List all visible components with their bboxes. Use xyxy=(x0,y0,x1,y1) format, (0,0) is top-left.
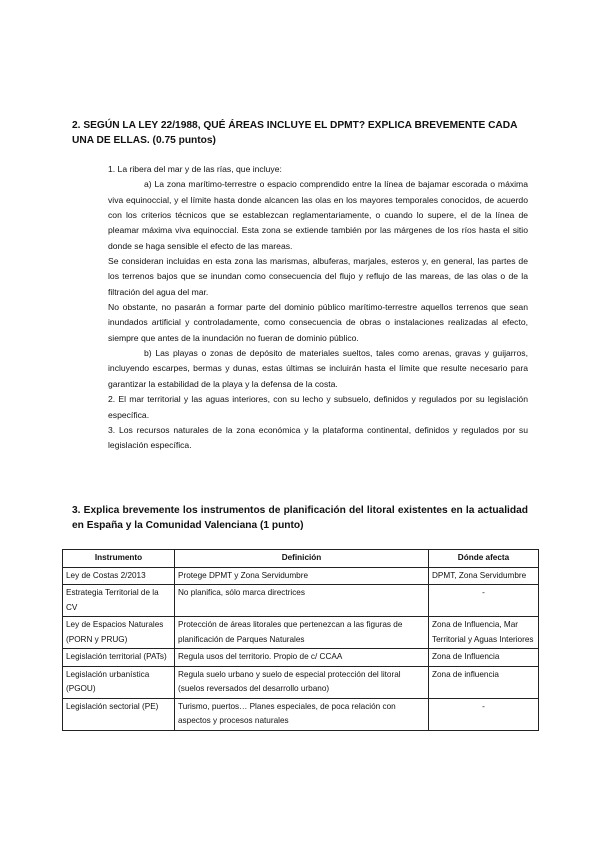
table-cell: Zona de Influencia xyxy=(429,649,539,667)
table-cell: Protección de áreas litorales que pertenezcan a las figuras de planificación de Parques Naturales xyxy=(175,617,429,649)
table-cell: Ley de Costas 2/2013 xyxy=(63,567,175,585)
answer-paragraph: Se consideran incluidas en esta zona las marismas, albuferas, marjales, esteros y, en general, las partes de los terrenos bajos que se inundan como consecuencia del flujo y reflujo de las mareas, de las olas o de la filtración del agua del mar. xyxy=(108,256,528,297)
table-cell: Protege DPMT y Zona Servidumbre xyxy=(175,567,429,585)
table-cell: Estrategia Territorial de la CV xyxy=(63,585,175,617)
table-cell: Legislación sectorial (PE) xyxy=(63,698,175,730)
table-row xyxy=(63,567,539,585)
table-cell: Zona de Influencia, Mar Territorial y Aguas Interiores xyxy=(429,617,539,649)
column-header: Definición xyxy=(175,550,429,568)
table-cell: Ley de Espacios Naturales (PORN y PRUG) xyxy=(63,617,175,649)
column-header: Instrumento xyxy=(63,550,175,568)
table-cell: Regula usos del territorio. Propio de c/ CCAA xyxy=(175,649,429,667)
table-cell: Turismo, puertos… Planes especiales, de poca relación con aspectos y procesos naturales xyxy=(175,698,429,730)
question-2-title: 2. SEGÚN LA LEY 22/1988, QUÉ ÁREAS INCLUYE EL DPMT? EXPLICA BREVEMENTE CADA UNA DE ELLAS. (0.75 puntos) xyxy=(72,120,518,146)
table-cell: Legislación urbanística (PGOU) xyxy=(63,666,175,698)
table-row xyxy=(63,649,539,667)
table-cell: No planifica, sólo marca directrices xyxy=(175,585,429,617)
answer-paragraph: 1. La ribera del mar y de las rías, que incluye: xyxy=(108,164,282,174)
answer-paragraph: b) Las playas o zonas de depósito de materiales sueltos, tales como arenas, gravas y guijarros, incluyendo escarpes, bermas y dunas, estas últimas se incluirán hasta el límite que resulte necesario para garantizar la estabilidad de la playa y la defensa de la costa. xyxy=(108,348,528,389)
question-3-title: 3. Explica brevemente los instrumentos de planificación del litoral existentes en la actualidad en España y la Comunidad Valenciana (1 punto) xyxy=(72,505,528,531)
table-cell: - xyxy=(429,585,539,617)
table-row xyxy=(63,698,539,730)
answer-paragraph: 3. Los recursos naturales de la zona económica y la plataforma continental, definidos y regulados por su legislación específica. xyxy=(108,424,528,451)
question-2-answer xyxy=(108,162,528,454)
table-cell: DPMT, Zona Servidumbre xyxy=(429,567,539,585)
table-cell: - xyxy=(429,698,539,730)
table-header-row xyxy=(63,550,539,568)
answer-paragraph: 2. El mar territorial y las aguas interiores, con su lecho y subsuelo, definidos y regulados por su legislación específica. xyxy=(108,394,528,420)
table-cell: Legislación territorial (PATs) xyxy=(63,649,175,667)
table-row xyxy=(63,617,539,649)
answer-paragraph: a) La zona marítimo-terrestre o espacio comprendido entre la línea de bajamar escorada o máxima viva equinoccial, y el límite hasta donde alcancen las olas en los mayores temporales conocidos, de acuerdo con los criterios técnicos que se establezcan reglamentariamente, o cuando lo supere, el de la línea de pleamar máxima viva equinoccial. Esta zona se extiende también por las márgenes de los ríos hasta el sitio donde se haga sensible el efecto de las mareas. xyxy=(108,179,528,251)
table-cell: Zona de influencia xyxy=(429,666,539,698)
table-row xyxy=(63,666,539,698)
table-cell: Regula suelo urbano y suelo de especial protección del litoral (suelos reversados del desarrollo urbano) xyxy=(175,666,429,698)
table-row xyxy=(63,585,539,617)
planning-instruments-table xyxy=(62,549,539,731)
column-header: Dónde afecta xyxy=(429,550,539,568)
answer-paragraph: No obstante, no pasarán a formar parte del dominio público marítimo-terrestre aquellos terrenos que sean inundados artificial y controladamente, como consecuencia de obras o instalaciones realizadas al efecto, siempre que antes de la inundación no fueran de dominio público. xyxy=(108,302,528,343)
